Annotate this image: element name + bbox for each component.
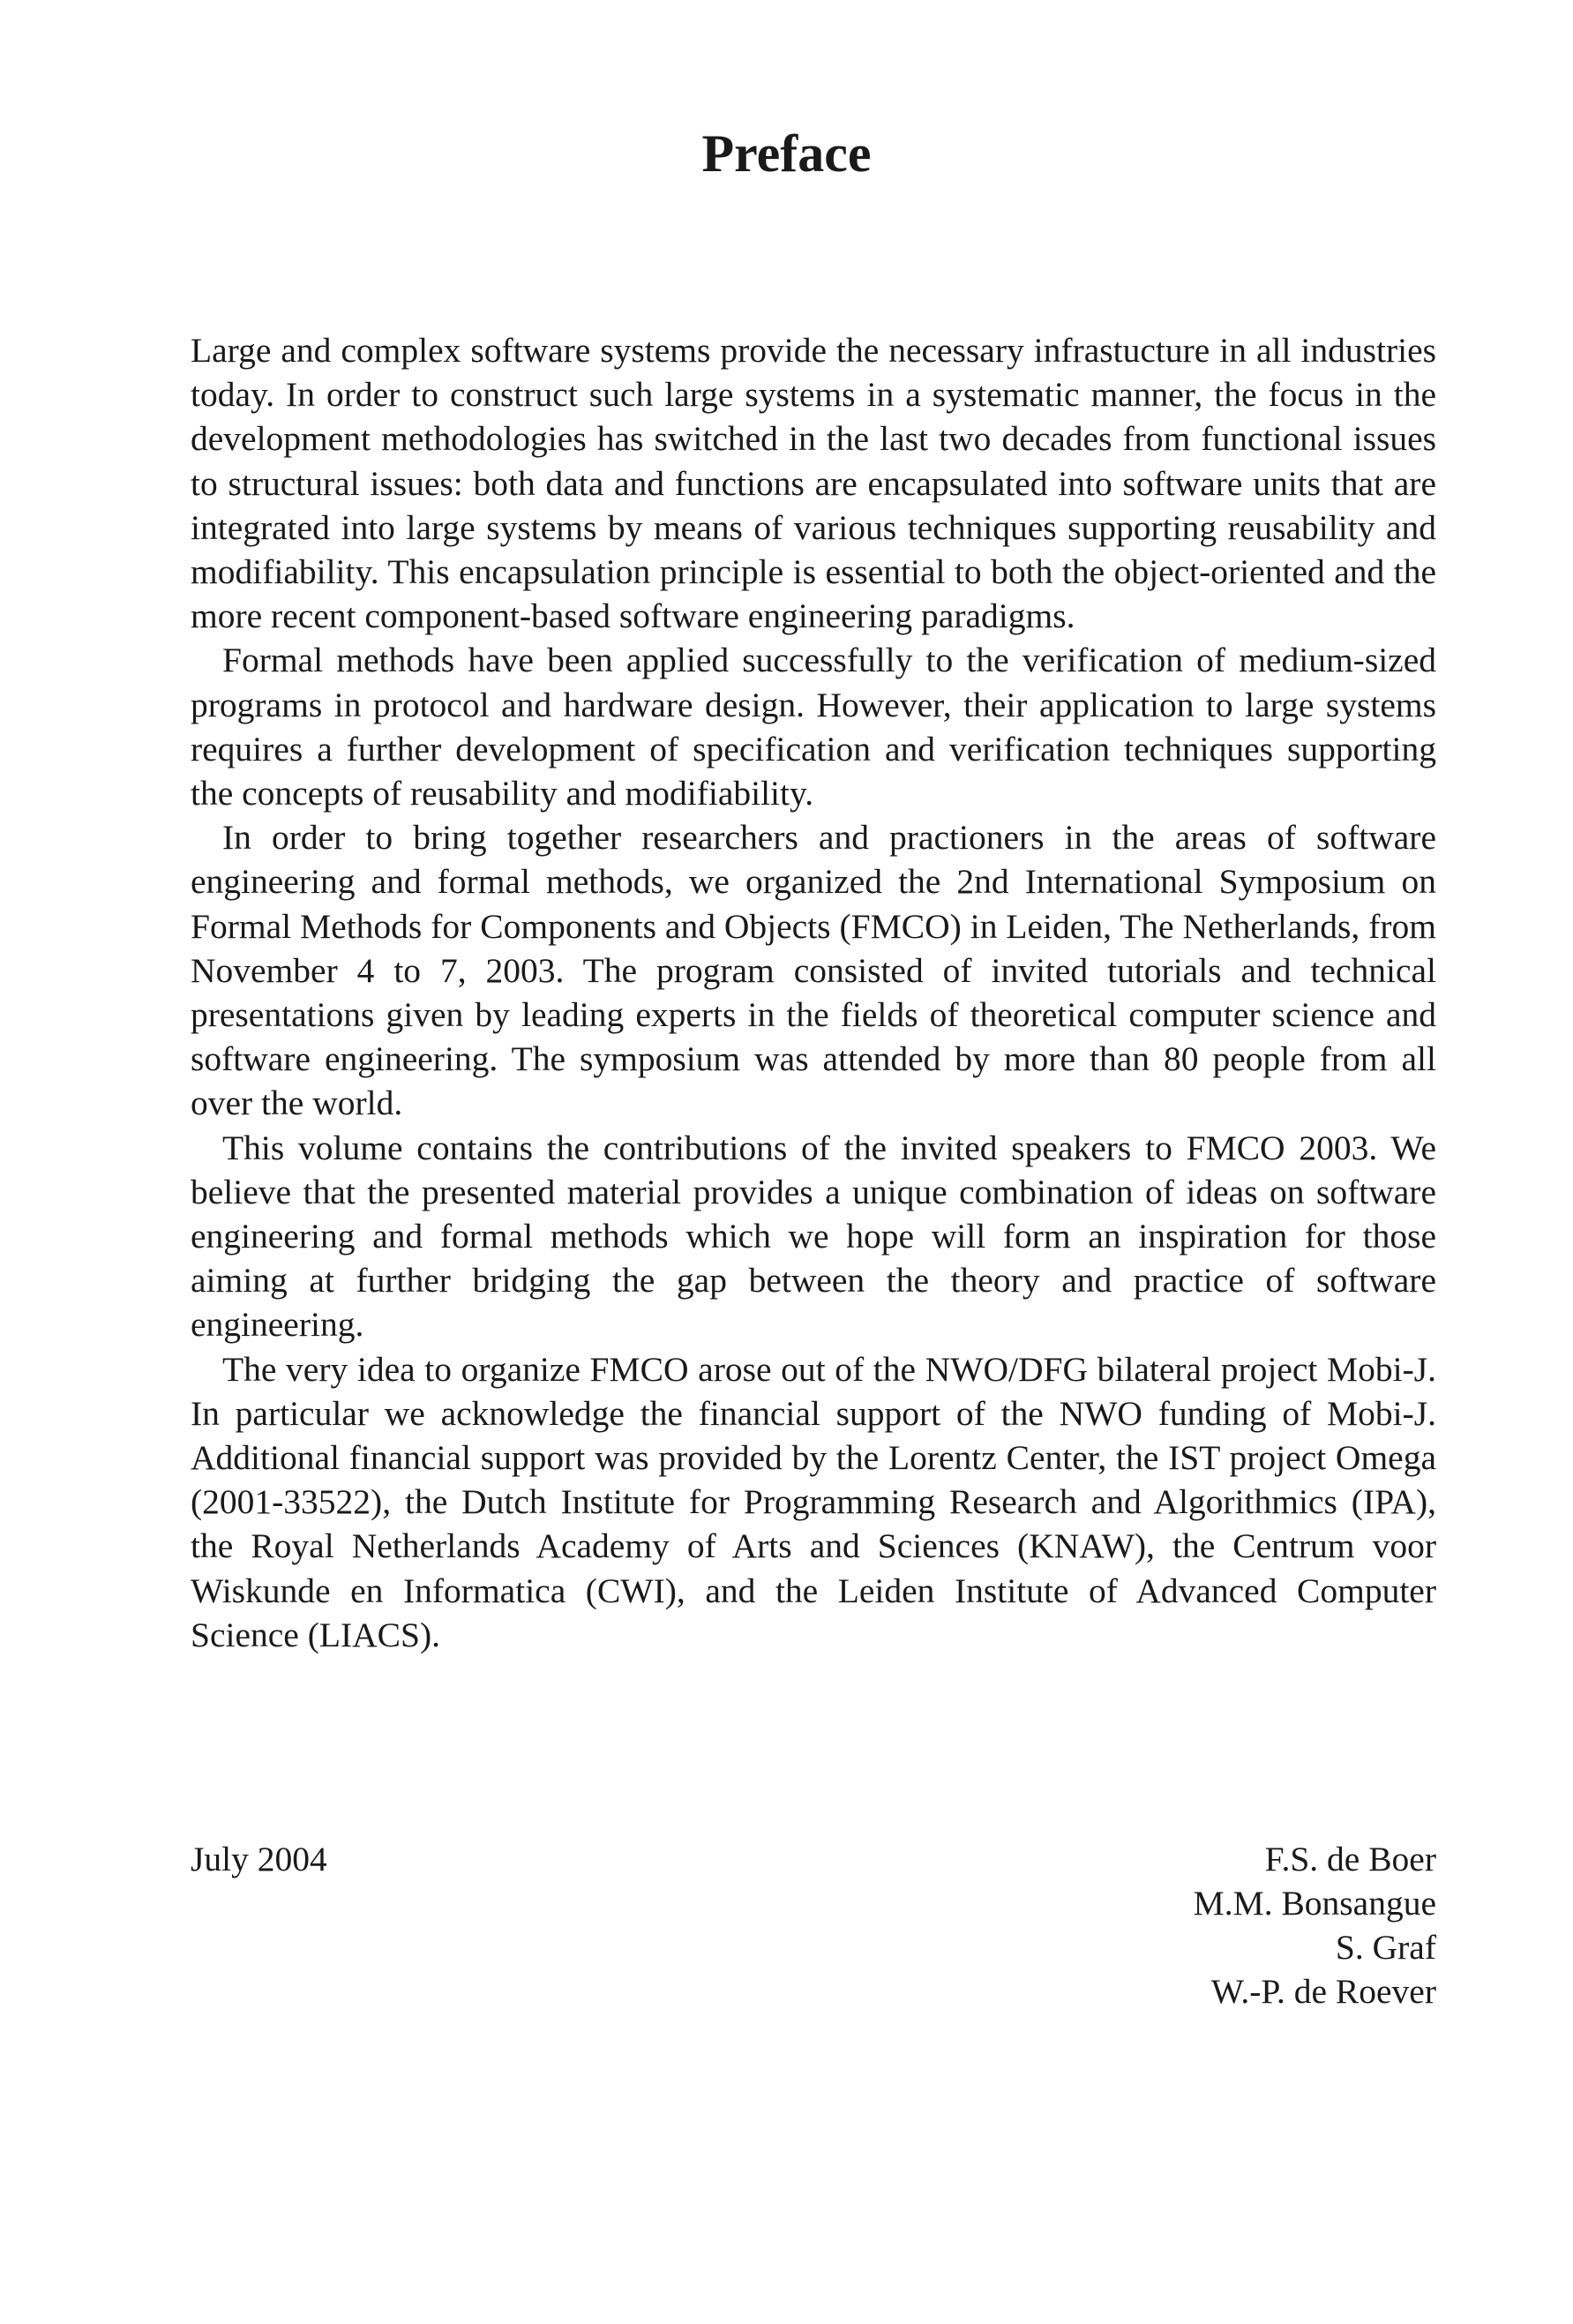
paragraph-3: In order to bring together researchers and practioners in the areas of software engineering and formal methods, we organized the 2nd International Symposium on Formal Methods for Components and Objects (FMCO) in Leiden, The Netherlands, from November 4 to 7, 2003. The program consisted of invited tutorials and technical presentations given by leading experts in the fields of theoretical computer science and software engineering. The symposium was attended by more than 80 people from all over the world. <box>191 818 1436 1123</box>
date-line: July 2004 <box>191 1840 327 1878</box>
author-name: S. Graf <box>1335 1928 1436 1967</box>
preface-body <box>191 328 1436 1657</box>
paragraph-4: This volume contains the contributions of the invited speakers to FMCO 2003. We believe that the presented material provides a unique combination of ideas on software engineering and formal methods which we hope will form an inspiration for those aiming at further bridging the gap between the theory and practice of software engineering. <box>191 1128 1436 1345</box>
author-name: M.M. Bonsangue <box>1193 1884 1436 1923</box>
paragraph-5: The very idea to organize FMCO arose out of the NWO/DFG bilateral project Mobi-J. In particular we acknowledge the financial support of the NWO funding of Mobi-J. Additional financial support was provided by the Lorentz Center, the IST project Omega (2001-33522), the Dutch Institute for Programming Research and Algorithmics (IPA), the Royal Netherlands Academy of Arts and Sciences (KNAW), the Centrum voor Wiskunde en Informatica (CWI), and the Leiden Institute of Advanced Computer Science (LIACS). <box>191 1349 1436 1654</box>
page-title: Preface <box>701 124 872 183</box>
paragraph-2: Formal methods have been applied successfully to the verification of medium-sized programs in protocol and hardware design. However, their application to large systems requires a further development of specification and verification techniques supporting the concepts of reusability and modifiability. <box>191 641 1436 813</box>
author-name: W.-P. de Roever <box>1210 1972 1436 2011</box>
paragraph-1: Large and complex software systems provide the necessary infrastucture in all industries today. In order to construct such large systems in a systematic manner, the focus in the development methodologies has switched in the last two decades from functional issues to structural issues: both data and functions are encapsulated into software units that are integrated into large systems by means of various techniques supporting reusability and modifiability. This encapsulation principle is essential to both the object-oriented and the more recent component-based software engineering paradigms. <box>191 331 1436 636</box>
author-list <box>1194 1837 1436 2013</box>
author-name: F.S. de Boer <box>1264 1840 1436 1878</box>
